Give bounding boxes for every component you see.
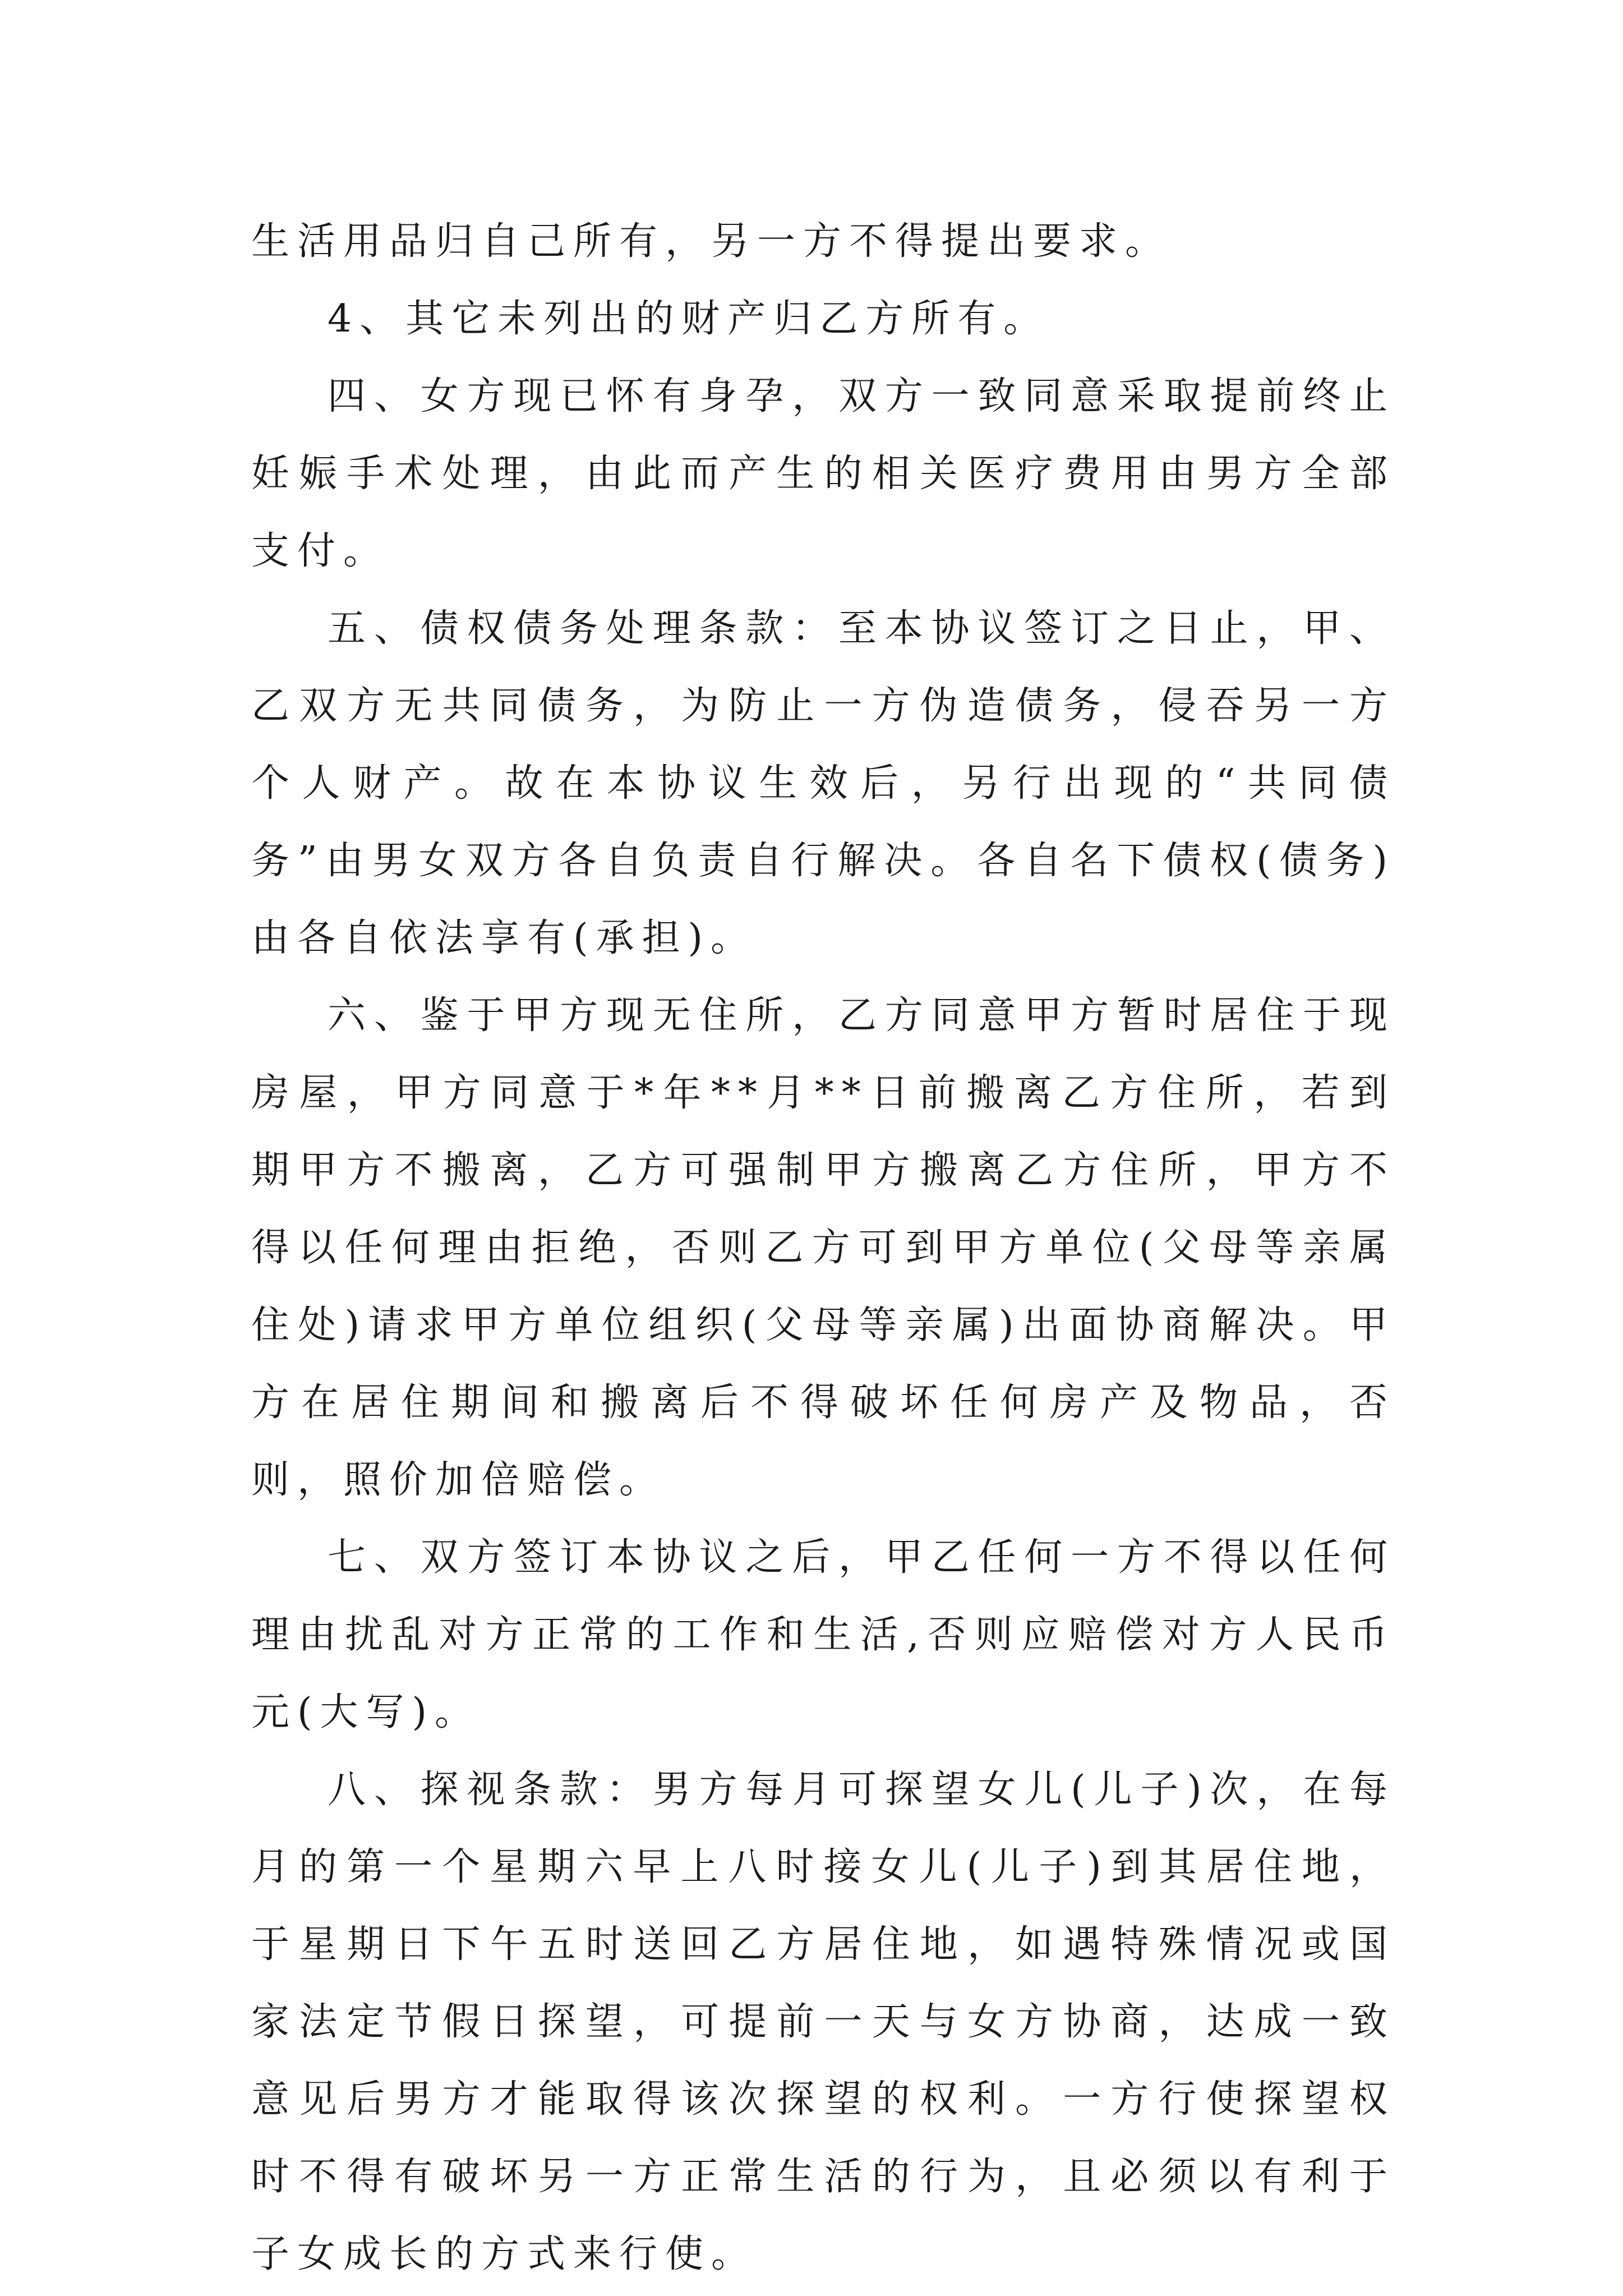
paragraph-clause-3-4: 4、其它未列出的财产归乙方所有。 — [328, 297, 1050, 341]
document-body — [251, 203, 1395, 2293]
paragraph-clause-6: 六、鉴于甲方现无住所，乙方同意甲方暂时居住于现房屋，甲方同意于*年**月**日前搬离乙方住所，若到期甲方不搬离，乙方可强制甲方搬离乙方住所，甲方不得以任何理由拒绝，否则乙方可到甲方单位(父母等亲属住处)请求甲方单位组织(父母等亲属)出面协商解决。甲方在居住期间和搬离后不得破坏任何房产及物品，否则，照价加倍赔偿。 — [251, 993, 1395, 1502]
paragraph-clause-4: 四、女方现已怀有身孕，双方一致同意采取提前终止妊娠手术处理，由此而产生的相关医疗费用由男方全部支付。 — [251, 374, 1395, 573]
paragraph-continuation: 生活用品归自己所有，另一方不得提出要求。 — [251, 219, 1172, 264]
paragraph-clause-7: 七、双方签订本协议之后，甲乙任何一方不得以任何理由扰乱对方正常的工作和生活,否则应赔偿对方人民币元(大写)。 — [251, 1535, 1395, 1734]
paragraph-clause-8: 八、探视条款：男方每月可探望女儿(儿子)次，在每月的第一个星期六早上八时接女儿(儿子)到其居住地，于星期日下午五时送回乙方居住地，如遇特殊情况或国家法定节假日探望，可提前一天与女方协商，达成一致意见后男方才能取得该次探望的权利。一方行使探望权时不得有破坏另一方正常生活的行为，且必须以有利于子女成长的方式来行使。 — [251, 1768, 1395, 2276]
paragraph-clause-5: 五、债权债务处理条款：至本协议签订之日止，甲、乙双方无共同债务，为防止一方伪造债务，侵吞另一方个人财产。故在本协议生效后，另行出现的“共同债务”由男女双方各自负责自行解决。各自名下债权(债务)由各自依法享有(承担)。 — [251, 606, 1395, 960]
